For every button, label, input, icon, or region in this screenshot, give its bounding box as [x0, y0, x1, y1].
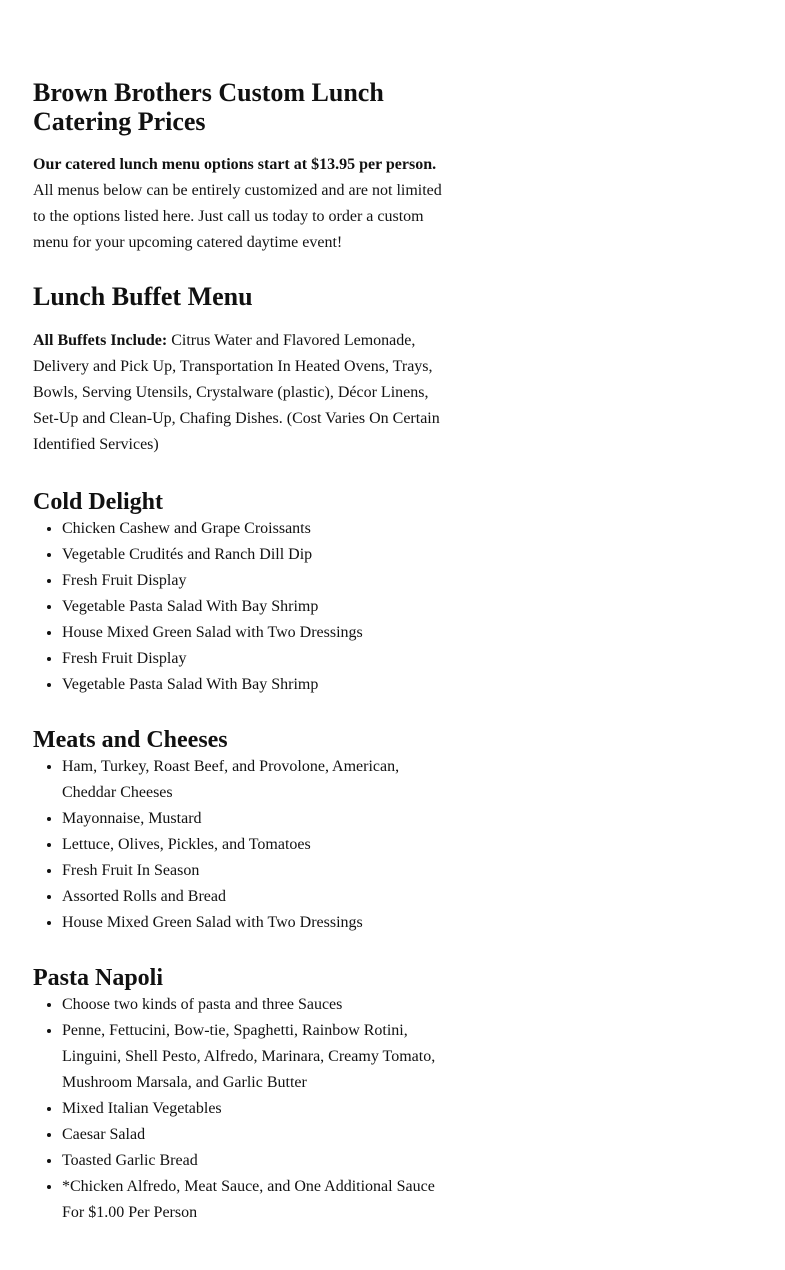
menu-item-list	[33, 516, 443, 698]
article-content	[33, 78, 443, 1254]
menu-item-list	[33, 754, 443, 936]
menu-section-meats-and-cheeses	[33, 726, 443, 936]
intro-text: All menus below can be entirely customized and are not limited to the options listed here. Just call us today to order a custom menu for your upcoming catered daytime event!	[33, 182, 442, 251]
menu-item-list	[33, 992, 443, 1226]
list-item: • Assorted Rolls and Bread	[62, 884, 443, 910]
intro-price-highlight: Our catered lunch menu options start at $13.95 per person.	[33, 156, 437, 173]
list-item: • Vegetable Pasta Salad With Bay Shrimp	[62, 594, 443, 620]
list-item: • Toasted Garlic Bread	[62, 1148, 443, 1174]
list-item: • Vegetable Pasta Salad With Bay Shrimp	[62, 672, 443, 698]
list-item: • Mayonnaise, Mustard	[62, 806, 443, 832]
menu-section-pasta-napoli	[33, 964, 443, 1226]
buffet-includes-paragraph	[33, 328, 443, 458]
includes-text: Citrus Water and Flavored Lemonade, Delivery and Pick Up, Transportation In Heated Ovens, Trays, Bowls, Serving Utensils, Crystalware (plastic), Décor Linens, Set-Up and Clean-Up, Chafing Dishes. (Cost Varies On Certain Identified Services)	[33, 332, 440, 453]
list-item: • Caesar Salad	[62, 1122, 443, 1148]
intro-paragraph	[33, 152, 443, 256]
menu-section-cold-delight	[33, 488, 443, 698]
section-heading: Meats and Cheeses	[33, 727, 228, 753]
list-item: • House Mixed Green Salad with Two Dressings	[62, 620, 443, 646]
list-item: • Ham, Turkey, Roast Beef, and Provolone, American, Cheddar Cheeses	[62, 754, 443, 806]
list-item: • Fresh Fruit Display	[62, 646, 443, 672]
list-item: • *Chicken Alfredo, Meat Sauce, and One Additional Sauce For $1.00 Per Person	[62, 1174, 443, 1226]
list-item: • Choose two kinds of pasta and three Sauces	[62, 992, 443, 1018]
list-item: • Mixed Italian Vegetables	[62, 1096, 443, 1122]
page-title: Brown Brothers Custom Lunch Catering Prices	[33, 78, 384, 136]
list-item: • Penne, Fettucini, Bow-tie, Spaghetti, Rainbow Rotini, Linguini, Shell Pesto, Alfredo, Marinara, Creamy Tomato, Mushroom Marsala, and Garlic Butter	[62, 1018, 443, 1096]
list-item: • Chicken Cashew and Grape Croissants	[62, 516, 443, 542]
list-item: • House Mixed Green Salad with Two Dressings	[62, 910, 443, 936]
includes-label: All Buffets Include:	[33, 332, 168, 349]
section-heading: Pasta Napoli	[33, 965, 164, 991]
buffet-heading: Lunch Buffet Menu	[33, 282, 253, 311]
list-item: • Fresh Fruit In Season	[62, 858, 443, 884]
section-heading: Cold Delight	[33, 489, 164, 515]
list-item: • Lettuce, Olives, Pickles, and Tomatoes	[62, 832, 443, 858]
list-item: • Vegetable Crudités and Ranch Dill Dip	[62, 542, 443, 568]
list-item: • Fresh Fruit Display	[62, 568, 443, 594]
